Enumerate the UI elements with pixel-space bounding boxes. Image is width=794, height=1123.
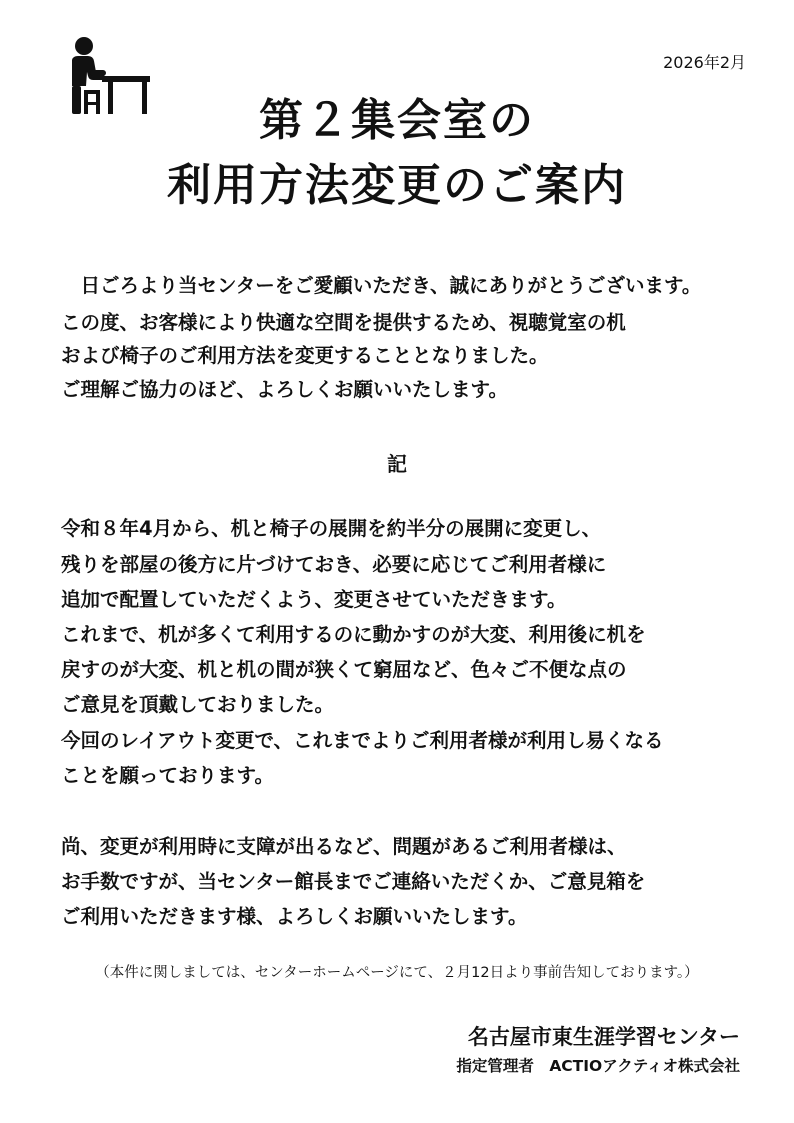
detail-line: ことを願っております。 — [61, 764, 274, 787]
detail-line: 戻すのが大変、机と机の間が狭くて窮屈など、色々ご不便な点の — [61, 658, 627, 681]
detail-line: 追加で配置していただくよう、変更させていただきます。 — [61, 588, 567, 611]
detail-line: ご意見を頂戴しておりました。 — [61, 693, 335, 716]
intro-line: および椅子のご利用方法を変更することとなりました。 — [61, 344, 549, 367]
contact-line: ご利用いただきます様、よろしくお願いいたします。 — [61, 905, 528, 928]
intro-line: ご理解ご協力のほど、よろしくお願いいたします。 — [61, 378, 508, 401]
organization-name: 名古屋市東生涯学習センター — [467, 1025, 740, 1049]
intro-line: 日ごろより当センターをご愛顧いただき、誠にありがとうございます。 — [61, 274, 702, 297]
intro-line: この度、お客様により快適な空間を提供するため、視聴覚室の机 — [61, 311, 626, 334]
ki-heading: 記 — [387, 452, 407, 476]
designated-manager: 指定管理者 ACTIOアクティオ株式会社 — [456, 1057, 740, 1075]
contact-line: 尚、変更が利用時に支障が出るなど、問題があるご利用者様は、 — [61, 835, 627, 858]
detail-line: 令和８年4月から、机と椅子の展開を約半分の展開に変更し、 — [61, 517, 602, 540]
page-title-line-1: 第２集会室の — [259, 95, 535, 146]
contact-line: お手数ですが、当センター館長までご連絡いただくか、ご意見箱を — [61, 870, 646, 893]
detail-line: これまで、机が多くて利用するのに動かすのが大変、利用後に机を — [61, 623, 646, 646]
footnote: （本件に関しましては、センターホームページにて、２月12日より事前告知しております。） — [95, 965, 699, 981]
issue-date: 2026年2月 — [663, 53, 746, 72]
detail-line: 今回のレイアウト変更で、これまでよりご利用者様が利用し易くなる — [61, 729, 664, 752]
page-title-line-2: 利用方法変更のご案内 — [167, 160, 627, 211]
detail-line: 残りを部屋の後方に片づけておき、必要に応じてご利用者様に — [61, 553, 607, 576]
